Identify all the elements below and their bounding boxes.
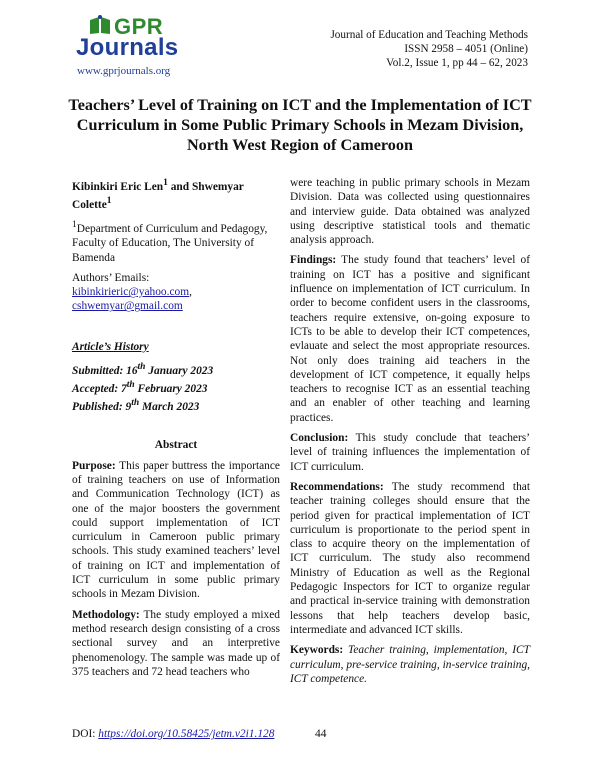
email-link-2[interactable]: cshwemyar@gmail.com xyxy=(72,300,183,313)
submitted-label: Submitted: xyxy=(72,364,124,377)
author-2: Colette xyxy=(72,198,107,211)
keywords-text: Teacher training, implementation, ICT curriculum, pre-service training, in-service training, ICT competence. xyxy=(290,644,530,685)
history-heading: Article’s History xyxy=(72,340,149,353)
submitted-rest: January 2023 xyxy=(148,364,214,377)
journal-name: Journal of Education and Teaching Methods xyxy=(330,29,528,41)
abstract-heading: Abstract xyxy=(154,439,198,452)
right-column xyxy=(290,176,530,692)
accepted-day: 7 xyxy=(121,382,127,395)
conclusion-label: Conclusion: xyxy=(290,432,349,445)
author-1-sup: 1 xyxy=(163,178,168,188)
conclusion-paragraph xyxy=(290,431,530,474)
page-footer xyxy=(72,728,528,740)
journal-info xyxy=(268,28,528,70)
author-1: Kibinkiri Eric Len xyxy=(72,180,164,193)
doi-label: DOI: xyxy=(72,728,96,740)
methodology-text: The study employed a mixed method research design consisting of a cross sectional survey and an interpretive phenomenology. The sample was made up of 375 teachers and 72 head teachers who xyxy=(72,608,280,678)
purpose-label: Purpose: xyxy=(72,459,116,472)
affiliation xyxy=(72,218,280,265)
methodology-paragraph xyxy=(72,608,280,679)
logo-url[interactable]: www.gprjournals.org xyxy=(77,65,171,77)
conclusion-text: This study conclude that teachers’ level of training influences the implementation of ICT curriculum. xyxy=(290,432,530,473)
accepted-label: Accepted: xyxy=(72,382,119,395)
author-2-sup: 1 xyxy=(106,196,112,207)
doi xyxy=(72,728,274,740)
journal-volume: Vol.2, Issue 1, pp 44 – 62, 2023 xyxy=(386,57,528,69)
author-list xyxy=(72,176,280,212)
recommendations-paragraph xyxy=(290,480,530,637)
published-day: 9 xyxy=(125,401,132,414)
findings-paragraph xyxy=(290,253,530,425)
page-number: 44 xyxy=(315,728,327,740)
submitted-sup: th xyxy=(137,362,146,373)
keywords-label: Keywords: xyxy=(290,644,344,657)
accepted-sup: th xyxy=(126,380,135,391)
email-separator: , xyxy=(189,286,192,299)
recommendations-text: The study recommend that teacher training colleges should ensure that the period given for practical implementation of ICT curriculum is proportionate to the period spent in class to acquire theory on the implementation of ICT curriculum. The study also recommend Ministry of Education as well as the Regional Pedagogic Inspectors for ICT to organize regular and practical in-service training with demonstration lessons that help teachers develop basic, intermediate and advanced ICT skills. xyxy=(290,480,530,636)
methodology-label: Methodology: xyxy=(72,608,140,621)
logo-gpr-text: GPR xyxy=(114,14,164,39)
affiliation-sup: 1 xyxy=(72,220,77,231)
author-and: and Shwemyar xyxy=(167,180,244,193)
published-label: Published: xyxy=(72,401,123,414)
purpose-paragraph xyxy=(72,459,280,602)
history-submitted xyxy=(72,360,280,378)
methodology-continued: were teaching in public primary schools in Mezam Division. Data was collected using questionnaires and interview guide. Data obtained was analyzed using descriptive statistical tools and thematic analysis approach. xyxy=(290,177,530,247)
findings-label: Findings: xyxy=(290,254,337,267)
left-column xyxy=(72,176,280,685)
journal-logo xyxy=(72,12,192,82)
published-sup: th xyxy=(131,398,140,409)
doi-link[interactable]: https://doi.org/10.58425/jetm.v2i1.128 xyxy=(98,728,275,740)
history-accepted xyxy=(72,378,280,396)
findings-text: The study found that teachers’ level of training on ICT has a positive and significant influence on implementation of ICT curriculum. In order to become confident users in the classrooms, teachers require extensive, on-going exposure to ICTs to be able to develop their ICT competences, evlauate and select the most appropriate resources. Not only does training aid teachers in the development of ICT competence, it equally helps teachers to recognise ICT as an essential teaching and an enabler of other teaching and learning practices. xyxy=(290,254,530,424)
paper-title: Teachers’ Level of Training on ICT and the Implementation of ICT Curriculum in Some Public Primary Schools in Mezam Division, North West Region of Cameroon xyxy=(68,96,532,154)
emails-label: Authors’ Emails: xyxy=(72,271,150,284)
author-emails xyxy=(72,271,280,314)
email-link-1[interactable]: kibinkirieric@yahoo.com xyxy=(72,286,190,299)
logo-journals-text: Journals xyxy=(76,34,179,61)
purpose-text: This paper buttress the importance of training teachers on use of Information and Communication Technology (ICT) as one of the major boosters the government could support implementation of ICT curriculum in Cameroon public primary schools. This study examined teachers’ level of training on ICT and implementation of ICT curriculum in some public primary schools in Mezam Division. xyxy=(72,459,280,601)
recommendations-label: Recommendations: xyxy=(290,480,384,493)
book-icon xyxy=(88,14,112,36)
accepted-rest: February 2023 xyxy=(137,382,208,395)
affiliation-text: Department of Curriculum and Pedagogy, Faculty of Education, The University of Bamenda xyxy=(72,222,268,264)
published-rest: March 2023 xyxy=(142,401,200,414)
submitted-day: 16 xyxy=(126,364,138,377)
history-published xyxy=(72,396,280,414)
keywords-paragraph xyxy=(290,643,530,686)
journal-issn: ISSN 2958 – 4051 (Online) xyxy=(404,43,528,55)
